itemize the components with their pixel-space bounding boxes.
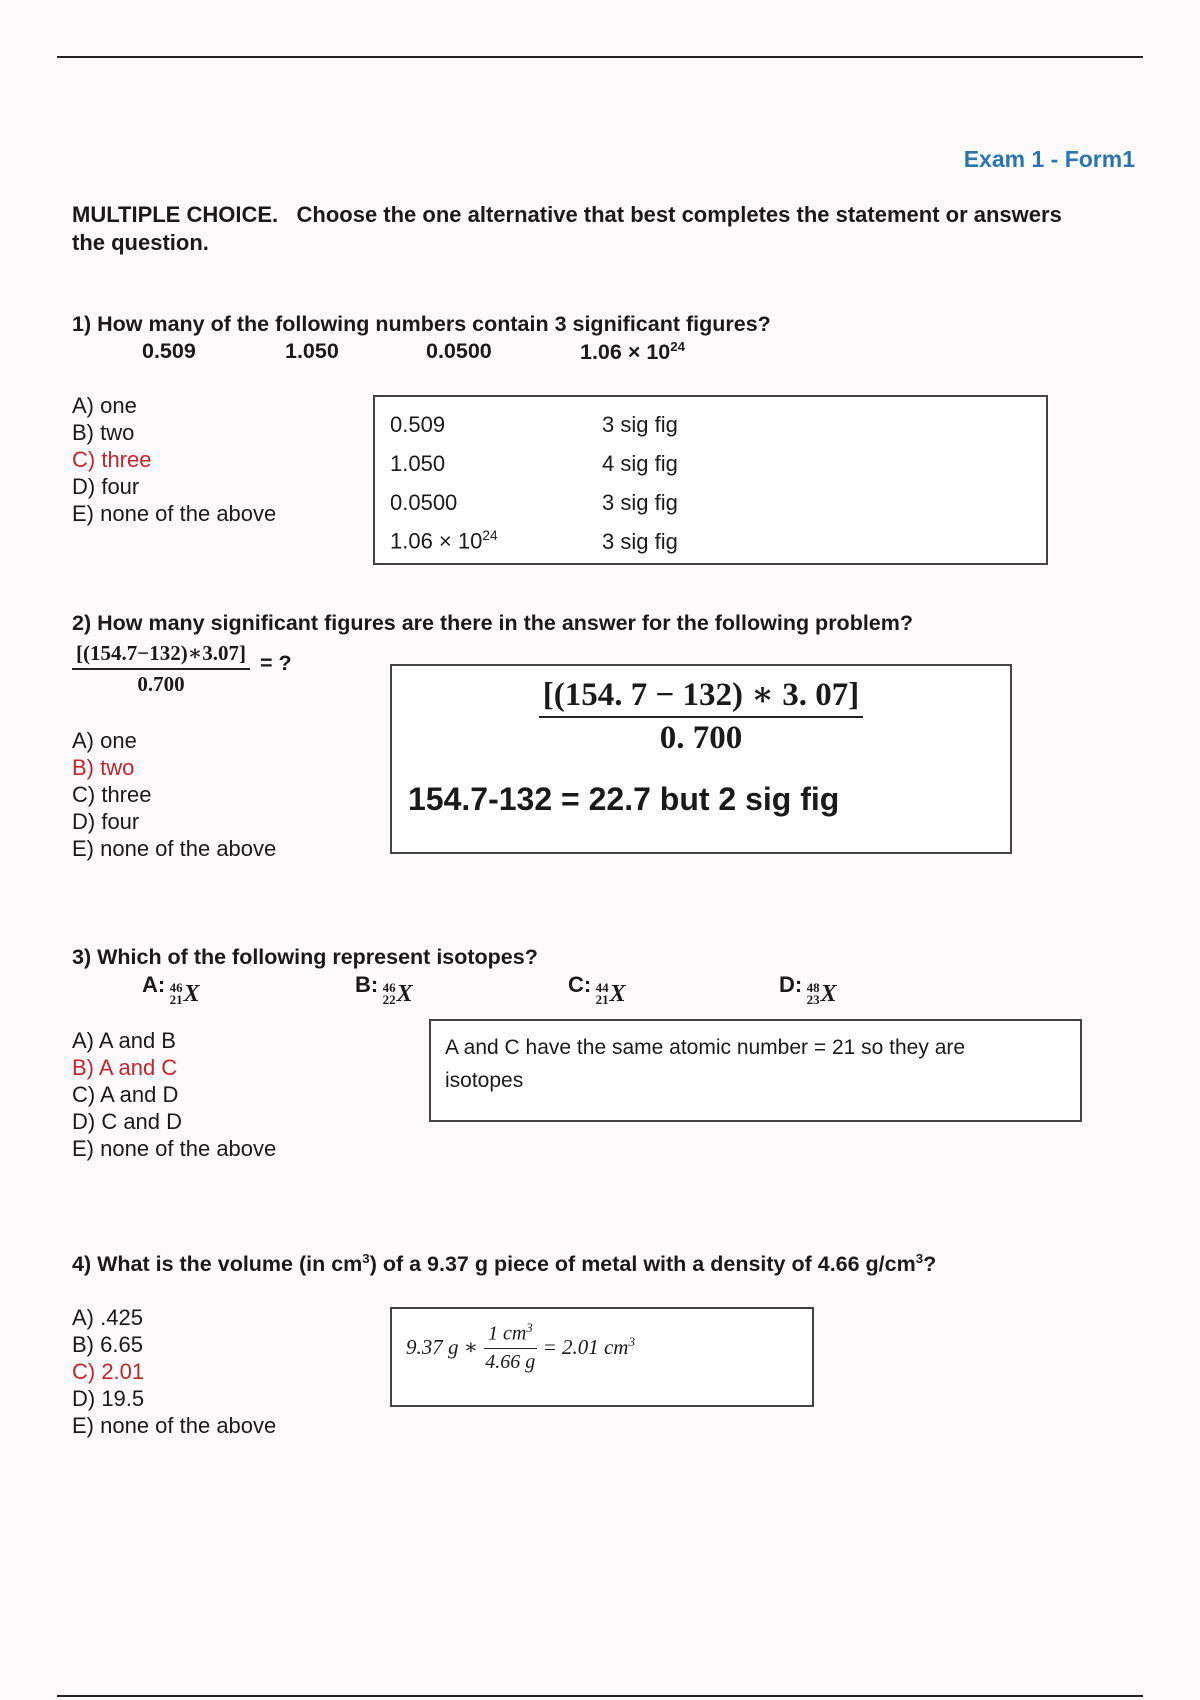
instructions-heading: MULTIPLE CHOICE. [72,202,279,227]
nuclide-d: 48 23 X [806,980,837,1007]
choice-c-correct[interactable]: C) 2.01 [72,1359,145,1384]
nuclide-b: 46 22 X [382,980,413,1007]
table-cell-number: $1.06 \times 10^{24}$ [390,528,498,554]
q2-fraction: $\frac{[(154.7-132)∗3.07]}{0.700}$ [72,640,250,697]
table-cell-figs: 3 sig fig [602,528,678,554]
q2-choices [72,727,276,862]
q1-number: $1.06 \times 10^{24}$ [580,339,686,365]
choice-d[interactable]: D) 19.5 [72,1386,145,1411]
q2-box-fraction: $\frac{[(154. 7 - 132) ∗ 3. 07]}{0. 700}$ [539,674,864,757]
q3-option-d: D: 48 23 X [779,972,837,1007]
table-row [389,444,679,483]
q4-box-equation [406,1321,635,1374]
choice-e[interactable]: E) none of the above [72,1136,277,1161]
q1-number: 0.509 [142,339,196,363]
choice-c[interactable]: C) three [72,782,152,807]
table-cell-number: 0.0500 [390,489,458,515]
q3-option-b: B: 46 22 X [355,972,413,1007]
table-cell-number: 1.050 [390,450,446,476]
instructions [72,201,1072,257]
choice-d[interactable]: D) four [72,474,140,499]
q3-question: 3) Which of the following represent isotopes? [72,945,538,969]
sig-fig-table [389,405,679,561]
top-rule [57,56,1143,58]
choice-e[interactable]: E) none of the above [72,836,277,861]
q1-question: 1) How many of the following numbers contain 3 significant figures? [72,312,771,336]
choice-c[interactable]: C) A and D [72,1082,179,1107]
choice-e[interactable]: E) none of the above [72,1413,277,1438]
table-cell-figs: 4 sig fig [602,450,678,476]
choice-a[interactable]: A) .425 [72,1305,143,1330]
q2-expression [72,640,292,697]
table-cell-number: 0.509 [390,411,446,437]
q3-option-a: A: 46 21 X [142,972,200,1007]
q3-answer-box [429,1019,1082,1122]
choice-b[interactable]: B) 6.65 [72,1332,143,1357]
q3-choices [72,1027,276,1162]
q2-box-note: 154.7-132 = 22.7 but 2 sig fig [408,781,840,817]
instructions-text: Choose the one alternative that best completes the statement or answers the question. [72,202,1062,255]
nuclide-a: 46 21 X [169,980,200,1007]
q4-fraction: $\frac{1 cm^3}{4.66 g}$ [485,1321,536,1373]
choice-a[interactable]: A) one [72,393,137,418]
choice-b-correct[interactable]: B) A and C [72,1055,178,1080]
q1-choices [72,392,276,527]
q2-question: 2) How many significant figures are there in the answer for the following problem? [72,611,914,635]
table-cell-figs: 3 sig fig [602,489,678,515]
q4-question: 4) What is the volume (in $cm^3$) of a 9.37 g piece of metal with a density of 4.66 $g/cm^3$? [72,1251,937,1277]
q3-box-text: A and C have the same atomic number = 21 so they are isotopes [445,1036,966,1092]
table-row [389,405,679,444]
q1-answer-box [373,395,1048,565]
q2-answer-box [390,664,1012,854]
q1-number: 0.0500 [426,339,492,363]
q4-choices [72,1304,276,1439]
choice-a[interactable]: A) one [72,728,137,753]
choice-d[interactable]: D) C and D [72,1109,183,1134]
exam-title: Exam 1 - Form1 [963,146,1135,172]
q4-result: = 2.01 $cm^3$ [542,1334,635,1360]
choice-e[interactable]: E) none of the above [72,501,277,526]
choice-d[interactable]: D) four [72,809,140,834]
choice-c-correct[interactable]: C) three [72,447,152,472]
choice-b[interactable]: B) two [72,420,135,445]
table-row [389,483,679,522]
choice-b-correct[interactable]: B) two [72,755,135,780]
table-row [389,522,679,561]
q1-number: 1.050 [285,339,339,363]
choice-a[interactable]: A) A and B [72,1028,176,1053]
nuclide-c: 44 21 X [595,980,626,1007]
q4-mass: 9.37 g ∗ [406,1334,479,1359]
q2-equals: = ? [259,651,292,675]
q3-option-c: C: 44 21 X [568,972,626,1007]
table-cell-figs: 3 sig fig [602,411,678,437]
q4-answer-box [390,1307,814,1407]
bottom-rule [57,1695,1143,1697]
